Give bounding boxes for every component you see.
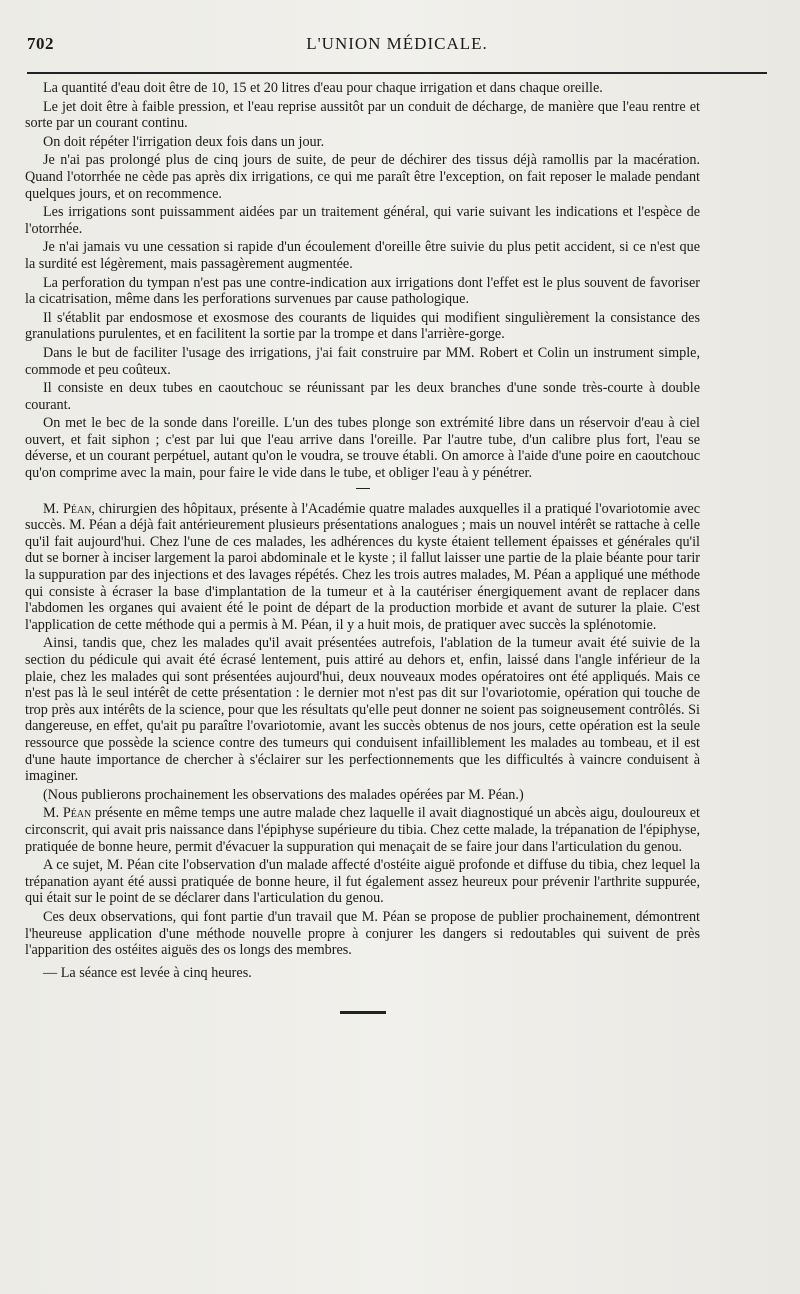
paragraph: (Nous publierons prochainement les observations des malades opérées par M. Péan.) [43,786,524,803]
paragraph: La perforation du tympan n'est pas une contre-indication aux irrigations dont l'effet est le plus souvent de favoriser la cicatrisation, même dans les perforations survenues par cause pathologique. [25,274,700,308]
paragraph: Je n'ai jamais vu une cessation si rapide d'un écoulement d'oreille être suivie du plus petit accident, si ce n'est que la surdité est légèrement, mais passagèrement augmentée. [25,239,700,272]
article-body [25,80,700,1014]
paragraph: Il consiste en deux tubes en caoutchouc se réunissant par les deux branches d'une sonde très-courte à double courant. [25,380,700,413]
journal-title: L'UNION MÉDICALE. [306,34,488,53]
paragraph: Les irrigations sont puissamment aidées par un traitement général, qui varie suivant les indications et l'espèce de l'otorrhée. [25,204,700,237]
paragraph: A ce sujet, M. Péan cite l'observation d'un malade affecté d'ostéite aiguë profonde et diffuse du tibia, chez lequel la trépanation ayant été aussi pratiquée de bonne heure, il fut également assez heureux pour prévenir l'arthrite suppurée, qui était sur le point de se déclarer dans l'articulation du genou. [25,857,700,907]
paragraph: Dans le but de faciliter l'usage des irrigations, j'ai fait construire par MM. Robert et Colin un instrument simple, commode et peu coûteux. [25,344,700,378]
speaker-name: M. Péan [43,805,92,822]
paragraph-text: , chirurgien des hôpitaux, présente à l'Académie quatre malades auxquelles il a pratiqué l'ovariotomie avec succès. M. Péan a déjà fait antérieurement plusieurs présentations analogues ; mais un nouvel intérêt se rattache à celle qu'il fait aujourd'hui. Chez l'une de ces malades, les adhérences du kyste étaient tellement épaisses et générales qu'il dut se borner à inciser largement la paroi abdominale et le kyste ; il fallut laisser une partie de la plaie béante pour tarir la suppuration par des injections et des lavages répétés. Chez les trois autres malades, M. Péan a appliqué une méthode qui consiste à écraser la base d'implantation de la tumeur et à la cautériser énergiquement avant de replacer dans l'abdomen les organes qui avaient été le point de départ de la production morbide et avant de suturer la plaie. C'est l'application de cette méthode qui a permis à M. Péan, il y a huit mois, de pratiquer avec succès la splénotomie. [25,500,701,633]
paragraph [25,805,700,855]
paragraph: Ces deux observations, qui font partie d'un travail que M. Péan se propose de publier prochainement, démontrent l'heureuse application d'une méthode nouvelle propre à conjurer les dangers si redoutables qui suivent de près l'apparition des ostéites aiguës des os longs des membres. [25,908,700,959]
page-header [27,34,767,54]
page-number: 702 [27,34,54,53]
paragraph: On met le bec de la sonde dans l'oreille. L'un des tubes plonge son extrémité libre dans un réservoir d'eau à ciel ouvert, et fait siphon ; c'est par lui que l'eau arrive dans l'oreille. Par l'autre tube, d'un calibre plus fort, l'eau se déverse, et un courant perpétuel, autant qu'on le voudra, se trouve établi. On amorce à l'aide d'une poire en caoutchouc qu'on comprime avec la main, pour faire le vide dans le tube, et obliger l'eau à y pénétrer. [25,415,700,482]
end-rule [340,1011,386,1014]
paragraph: On doit répéter l'irrigation deux fois dans un jour. [43,133,325,150]
paragraph: Le jet doit être à faible pression, et l'eau reprise aussitôt par un conduit de décharge, de manière que l'eau rentre et sorte par un courant continu. [25,98,700,132]
paragraph [25,501,700,634]
paragraph-text: présente en même temps une autre malade chez laquelle il avait diagnostiqué un abcès aigu, douloureux et circonscrit, qui avait pris naissance dans l'épiphyse supérieure du tibia. Chez cette malade, la trépanation de l'épiphyse, pratiquée de bonne heure, permit d'évacuer la suppuration qui menaçait de se faire jour dans l'articulation du genou. [25,805,700,855]
paragraph: Ainsi, tandis que, chez les malades qu'il avait présentées autrefois, l'ablation de la tumeur avait été suivie de la section du pédicule qui avait été écrasé lentement, puis attiré au dehors et, enfin, laissé dans l'angle inférieur de la plaie, chez les malades qui sont présentées aujourd'hui, deux nouveaux modes opératoires ont été appliqués. Mais ce n'est pas là le seul intérêt de cette présentation : le dernier mot n'est pas dit sur l'ovariotomie, opération qui touche de trop près aux intérêts de la science, pour que les résultats qu'elle peut donner ne soient pas soigneusement contrôlés. Si dangereuse, en effet, qu'ait pu paraître l'ovariotomie, avant les succès obtenus de nos jours, cette opération est la seule ressource que possède la science contre des tumeurs qui conduisent infailliblement les malades au tombeau, et il est d'une haute importance de chercher à s'éclairer sur les perfectionnements que les difficultés à vaincre conduisent à imaginer. [25,635,700,785]
paragraph: Je n'ai pas prolongé plus de cinq jours de suite, de peur de déchirer des tissus déjà ramollis par la macération. Quand l'otorrhée ne cède pas après dix irrigations, ce qui me paraît être l'exception, on fait reposer le malade pendant quelques jours, et on recommence. [25,152,700,202]
header-rule [27,72,767,74]
paragraph: Il s'établit par endosmose et exosmose des courants de liquides qui modifient singulièrement la consistance des granulations purulentes, et en facilitent la sortie par la trompe et dans l'arrière-gorge. [25,309,700,343]
closing-line: — La séance est levée à cinq heures. [43,964,252,981]
paragraph: La quantité d'eau doit être de 10, 15 et 20 litres d'eau pour chaque irrigation et dans chaque oreille. [43,80,603,96]
speaker-name: M. Péan [43,500,92,517]
section-separator [356,488,370,489]
